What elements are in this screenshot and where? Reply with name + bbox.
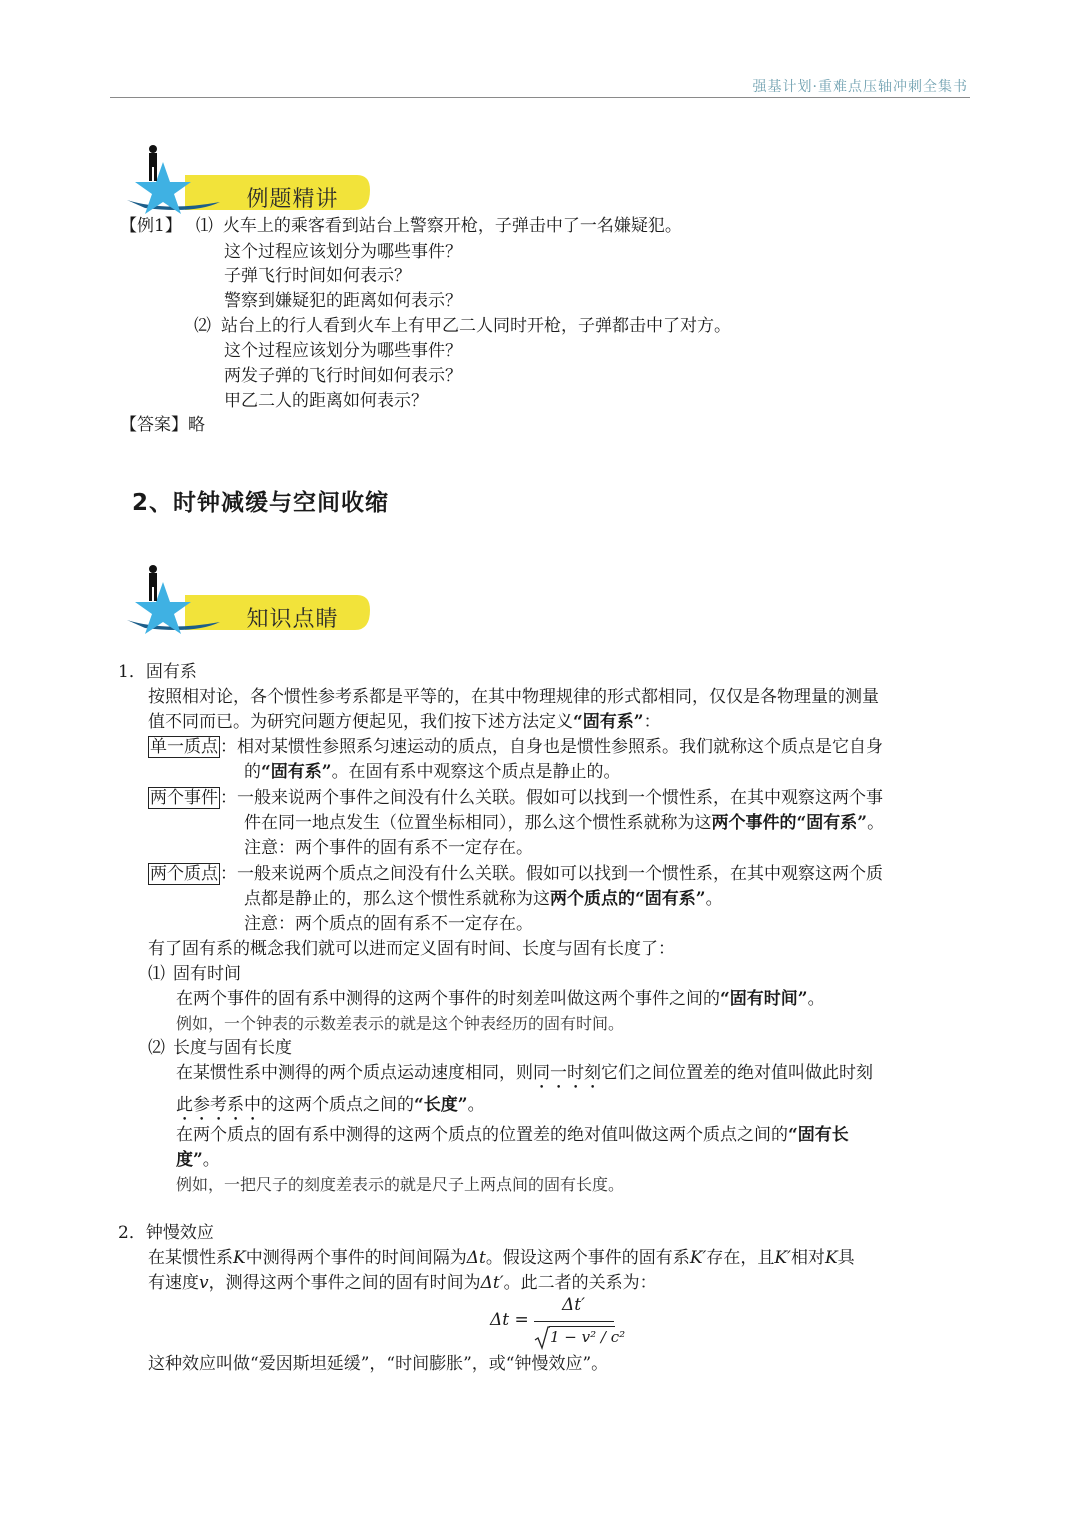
intro-text: 值不同而已。为研究问题方便起见，我们按下述方法定义 — [148, 712, 573, 732]
td-symbol-Kprime-2: K′ — [774, 1248, 791, 1268]
proper-length-period: 。 — [202, 1150, 220, 1170]
fraction-bar — [534, 1321, 614, 1322]
two-events-note: 注意：两个事件的固有系不一定存在。 — [244, 838, 533, 858]
proper-time-heading — [148, 962, 241, 986]
time-dilation-heading: 2．钟慢效应 — [118, 1223, 214, 1243]
length-text-a: 在某惯性系中测得的两个质点运动速度相同，则 — [176, 1063, 533, 1083]
td-text-d: 存在，且 — [706, 1248, 775, 1268]
proper-length-term-start: “固有长 — [788, 1125, 849, 1145]
time-dilation-line-1 — [148, 1246, 855, 1270]
part-1-question-3: 警察到嫌疑犯的距离如何表示？ — [224, 291, 462, 311]
time-dilation-line-2 — [148, 1271, 657, 1295]
length-emphasis-same-moment: 同一时刻 — [533, 1063, 601, 1083]
td-symbol-dtprime: Δt′ — [480, 1273, 504, 1293]
def2-term: 两个事件的“固有系” — [711, 813, 868, 833]
td-symbol-K-2: K — [824, 1248, 838, 1268]
definition-single-particle — [148, 735, 883, 759]
proper-length-term-end: 度” — [176, 1150, 203, 1170]
length-title: 长度与固有长度 — [173, 1038, 292, 1058]
part-1-question-1: 这个过程应该划分为哪些事件？ — [224, 242, 462, 262]
def3-cont-a: 点都是静止的，那么这个惯性系就称为这 — [244, 889, 550, 909]
proper-time-definition — [176, 987, 825, 1011]
part-2-question-1: 这个过程应该划分为哪些事件？ — [224, 341, 462, 361]
proper-length-example: 例如，一把尺子的刻度差表示的就是尺子上两点间的固有长度。 — [176, 1175, 625, 1194]
proper-time-number: ⑴ — [148, 964, 165, 984]
definition-two-events-cont — [244, 811, 884, 835]
td-text-e: 相对 — [790, 1248, 825, 1268]
proper-time-title: 固有时间 — [173, 964, 241, 984]
length-text-c: 它们之间位置差的绝对值叫做此时刻 — [601, 1063, 873, 1083]
part-2-question-3: 甲乙二人的距离如何表示？ — [224, 391, 428, 411]
root-overline — [549, 1326, 615, 1327]
part-1-number: ⑴ — [195, 216, 213, 236]
length-text-b: 的这两个质点之间的 — [261, 1095, 414, 1115]
badge-label: 例题精讲 — [246, 187, 339, 212]
length-term: “长度” — [414, 1095, 468, 1115]
running-header: 强基计划·重难点压轴冲刺全集书 — [752, 79, 968, 95]
proper-length-definition-2 — [176, 1148, 220, 1172]
transition-text: 有了固有系的概念我们就可以进而定义固有时间、长度与固有长度了： — [148, 939, 675, 959]
td-symbol-dt: Δt — [466, 1248, 486, 1268]
td-text-a: 在某惯性系 — [148, 1248, 233, 1268]
square-root-icon — [534, 1326, 550, 1350]
formula-lhs: Δt = — [490, 1310, 529, 1330]
def1-cont-c: 。在固有系中观察这个质点是静止的。 — [331, 762, 621, 782]
section-2-title: 2、时钟减缓与空间收缩 — [132, 490, 390, 516]
proper-length-definition-1 — [176, 1123, 849, 1147]
td-symbol-v: v — [199, 1273, 209, 1293]
person-silhouette-icon — [149, 565, 157, 601]
td-symbol-K: K — [233, 1248, 246, 1268]
definition-two-particles-cont — [244, 887, 723, 911]
length-end: 。 — [467, 1095, 485, 1115]
definition-two-events — [148, 786, 883, 810]
td-text-2a: 有速度 — [148, 1273, 199, 1293]
formula-numerator: Δt′ — [562, 1295, 585, 1315]
proper-time-end: 。 — [807, 989, 825, 1009]
proper-frame-intro-1: 按照相对论，各个惯性参考系都是平等的，在其中物理规律的形式都相同，仅仅是各物理量的测量 — [148, 687, 879, 707]
person-silhouette-icon — [149, 145, 157, 181]
def3-cont-c: 。 — [705, 889, 723, 909]
part-1-question-2: 子弹飞行时间如何表示？ — [224, 266, 411, 286]
two-particles-note: 注意：两个质点的固有系不一定存在。 — [244, 914, 533, 934]
proper-time-text: 在两个事件的固有系中测得的这两个事件的时刻差叫做这两个事件之间的 — [176, 989, 720, 1009]
length-definition-2 — [176, 1093, 485, 1125]
example-tag: 【例1】 — [120, 216, 182, 236]
two-events-tag: 两个事件 — [150, 788, 218, 808]
td-text-2b: ，测得这两个事件之间的固有时间为 — [208, 1273, 481, 1293]
proper-frame-intro-2 — [148, 710, 661, 734]
two-particles-tag: 两个质点 — [150, 864, 218, 884]
def1-term: “固有系” — [261, 762, 332, 782]
length-heading — [148, 1036, 292, 1060]
time-dilation-closing: 这种效应叫做“爱因斯坦延缓”，“时间膨胀”，或“钟慢效应”。 — [148, 1354, 609, 1374]
length-emphasis-this-frame: 此参考系中 — [176, 1095, 261, 1115]
length-definition-1 — [176, 1061, 873, 1093]
part-1-text: 火车上的乘客看到站台上警察开枪，子弹击中了一名嫌疑犯。 — [222, 216, 682, 236]
def3-term: 两个质点的“固有系” — [550, 889, 706, 909]
definition-single-particle-cont — [244, 760, 621, 784]
td-text-c: 。假设这两个事件的固有系 — [485, 1248, 690, 1268]
part-2-number: ⑵ — [194, 316, 211, 336]
example-1-line-1 — [120, 214, 682, 238]
def1-cont-a: 的 — [244, 762, 261, 782]
td-text-2c: 。此二者的关系为： — [503, 1273, 657, 1293]
def1-text: ：相对某惯性参照系匀速运动的质点，自身也是惯性参照系。我们就称这个质点是它自身 — [220, 737, 883, 757]
single-particle-tag: 单一质点 — [150, 737, 218, 757]
proper-time-term: “固有时间” — [720, 989, 808, 1009]
td-text-b: 中测得两个事件的时间间隔为 — [245, 1248, 467, 1268]
def2-cont-a: 件在同一地点发生（位置坐标相同），那么这个惯性系就称为这 — [244, 813, 712, 833]
td-symbol-Kprime: K′ — [689, 1248, 707, 1268]
badge-label: 知识点睛 — [246, 607, 339, 632]
header-rule — [110, 97, 970, 98]
part-2-question-2: 两发子弹的飞行时间如何表示？ — [224, 366, 462, 386]
def3-text: ：一般来说两个质点之间没有什么关联。假如可以找到一个惯性系，在其中观察这两个质 — [220, 864, 883, 884]
proper-length-text: 在两个质点的固有系中测得的这两个质点的位置差的绝对值叫做这两个质点之间的 — [176, 1125, 788, 1145]
proper-time-example: 例如，一个钟表的示数差表示的就是这个钟表经历的固有时间。 — [176, 1014, 625, 1033]
part-2-text: 站台上的行人看到火车上有甲乙二人同时开枪，子弹都击中了对方。 — [221, 316, 731, 336]
answer-line: 【答案】略 — [120, 415, 205, 435]
def2-cont-c: 。 — [867, 813, 885, 833]
formula-denominator: 1 − v² / c² — [550, 1328, 626, 1346]
intro-colon: ： — [643, 712, 661, 732]
definition-two-particles — [148, 862, 883, 886]
knowledge-section-badge — [125, 560, 385, 655]
length-number: ⑵ — [148, 1038, 165, 1058]
time-dilation-formula — [490, 1295, 630, 1355]
intro-term: “固有系” — [573, 712, 644, 732]
proper-frame-heading: 1．固有系 — [118, 662, 197, 682]
def2-text: ：一般来说两个事件之间没有什么关联。假如可以找到一个惯性系，在其中观察这两个事 — [220, 788, 883, 808]
example-part-2-line — [194, 314, 731, 338]
td-text-f: 具 — [837, 1248, 855, 1268]
